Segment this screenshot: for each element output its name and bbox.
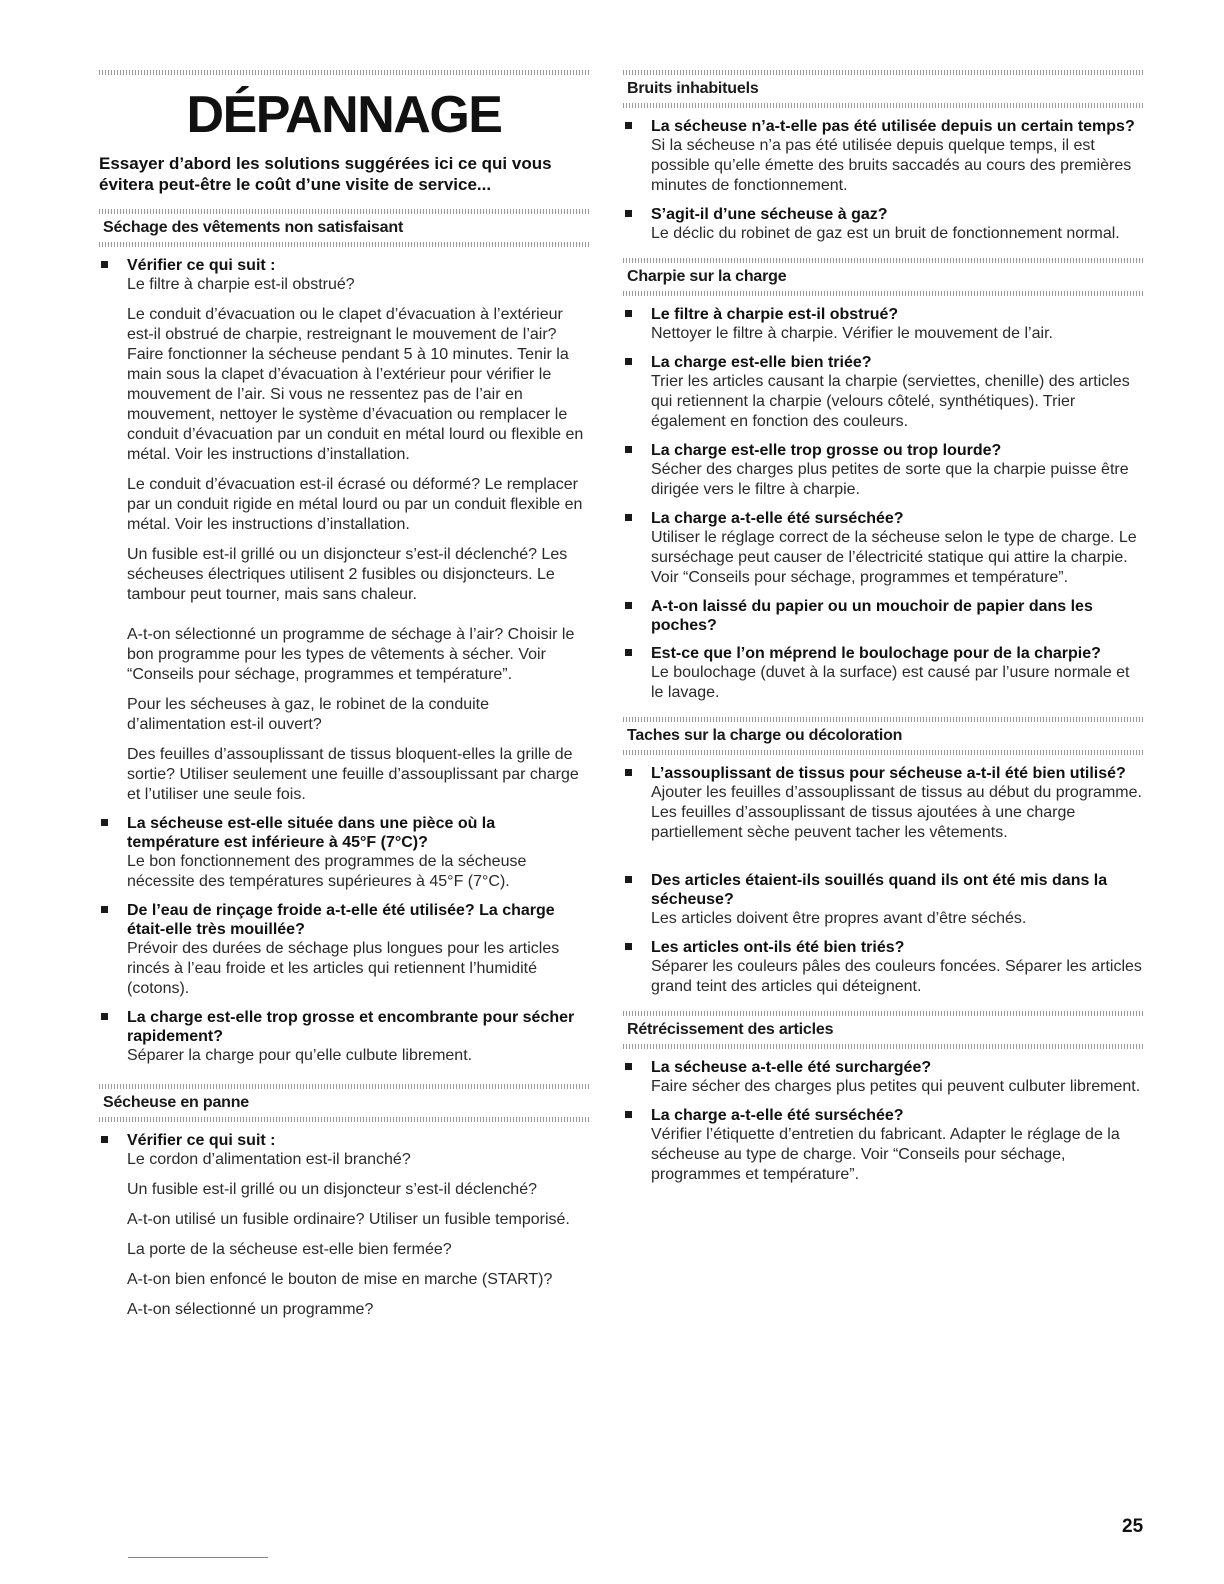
item-question: Le filtre à charpie est-il obstrué? xyxy=(651,306,899,323)
item-answer: Le filtre à charpie est-il obstrué? xyxy=(127,276,355,293)
item-question: La charge est-elle trop grosse ou trop lourde? xyxy=(651,442,1002,459)
troubleshoot-item xyxy=(623,305,1145,344)
section-heading: Séchage des vêtements non satisfaisant xyxy=(103,219,404,236)
item-answer: Un fusible est-il grillé ou un disjoncteur s’est-il déclenché? Les sécheuses électriques utilisent 2 fusibles ou disjoncteurs. Le tambour peut tourner, mais sans chaleur. xyxy=(127,546,568,603)
page-subtitle: Essayer d’abord les solutions suggérées ici ce qui vous évitera peut-être le coût d’une visite de service... xyxy=(99,154,552,194)
troubleshoot-item xyxy=(623,509,1145,588)
item-answer: Faire sécher des charges plus petites qui peuvent culbuter librement. xyxy=(651,1078,1141,1095)
item-question: Est-ce que l’on méprend le boulochage pour de la charpie? xyxy=(651,645,1101,662)
bullet-icon xyxy=(625,602,632,609)
item-question: Vérifier ce qui suit : xyxy=(127,257,276,274)
item-answer: Le cordon d’alimentation est-il branché? xyxy=(127,1151,411,1168)
item-answer: Pour les sécheuses à gaz, le robinet de la conduite d’alimentation est-il ouvert? xyxy=(127,696,490,733)
section-heading: Rétrécissement des articles xyxy=(627,1021,834,1038)
item-answer: Le conduit d’évacuation est-il écrasé ou déformé? Le remplacer par un conduit rigide en métal lourd ou par un conduit flexible en métal. Voir les instructions d’installation. xyxy=(127,476,583,533)
item-answer: A-t-on utilisé un fusible ordinaire? Utiliser un fusible temporisé. xyxy=(127,1211,570,1228)
item-answer: Utiliser le réglage correct de la sécheuse selon le type de charge. Le surséchage peut causer de l’électricité statique qui attire la charpie. Voir “Conseils pour séchage, programmes et température”. xyxy=(651,529,1137,586)
section-sechage xyxy=(99,209,589,1066)
troubleshoot-item xyxy=(99,814,589,892)
item-answer: Trier les articles causant la charpie (serviettes, chenille) des articles qui retiennent la charpie (velours côtelé, synthétiques). Trier également en fonction des couleurs. xyxy=(651,373,1130,430)
section-rule-bottom xyxy=(99,242,589,247)
item-question: De l’eau de rinçage froide a-t-elle été utilisée? La charge était-elle très mouillée? xyxy=(127,902,555,938)
bullet-icon xyxy=(101,819,108,826)
bullet-icon xyxy=(625,210,632,217)
item-answer: Les articles doivent être propres avant d’être séchés. xyxy=(651,910,1027,927)
top-rule xyxy=(99,70,589,75)
bullet-icon xyxy=(625,943,632,950)
section-panne xyxy=(99,1084,589,1320)
bullet-icon xyxy=(625,769,632,776)
item-answer: Séparer la charge pour qu’elle culbute librement. xyxy=(127,1047,473,1064)
footer-rule xyxy=(128,1557,268,1558)
item-answer: Prévoir des durées de séchage plus longues pour les articles rincés à l’eau froide et les articles qui retiennent l’humidité (cotons). xyxy=(127,940,560,997)
bullet-icon xyxy=(625,446,632,453)
item-answer: Ajouter les feuilles d’assouplissant de tissus au début du programme. Les feuilles d’assouplissant de tissus ajoutées à une charge partiellement sèche peuvent tacher les vêtements. xyxy=(651,784,1142,841)
item-answer: Si la sécheuse n’a pas été utilisée depuis quelque temps, il est possible qu’elle émette des bruits saccadés au cours des premières minutes de fonctionnement. xyxy=(651,137,1132,194)
bullet-icon xyxy=(625,1111,632,1118)
item-answer: Le déclic du robinet de gaz est un bruit de fonctionnement normal. xyxy=(651,225,1120,242)
section-rule-bottom xyxy=(623,750,1145,755)
bullet-icon xyxy=(101,906,108,913)
section-taches xyxy=(623,717,1145,997)
item-question: La charge est-elle bien triée? xyxy=(651,354,872,371)
troubleshoot-item xyxy=(99,901,589,999)
item-answer: Séparer les couleurs pâles des couleurs foncées. Séparer les articles grand teint des articles qui déteignent. xyxy=(651,958,1142,995)
bullet-icon xyxy=(101,1013,108,1020)
item-answer: Nettoyer le filtre à charpie. Vérifier le mouvement de l’air. xyxy=(651,325,1053,342)
section-heading: Taches sur la charge ou décoloration xyxy=(627,727,903,744)
section-charpie xyxy=(623,258,1145,703)
item-answer: Un fusible est-il grillé ou un disjoncteur s’est-il déclenché? xyxy=(127,1181,537,1198)
left-column xyxy=(99,70,589,1320)
page-title: DÉPANNAGE xyxy=(186,86,502,144)
section-rule-bottom xyxy=(623,103,1145,108)
troubleshoot-item xyxy=(99,1131,589,1320)
troubleshoot-item xyxy=(99,256,589,805)
item-answer: Vérifier l’étiquette d’entretien du fabricant. Adapter le réglage de la sécheuse au type de charge. Voir “Conseils pour séchage, programmes et température”. xyxy=(651,1126,1120,1183)
item-question: La charge est-elle trop grosse et encombrante pour sécher rapidement? xyxy=(127,1009,575,1045)
troubleshoot-item xyxy=(623,353,1145,432)
item-answer: A-t-on sélectionné un programme? xyxy=(127,1301,374,1318)
troubleshoot-item xyxy=(623,597,1145,635)
item-question: La charge a-t-elle été surséchée? xyxy=(651,510,904,527)
item-answer: Des feuilles d’assouplissant de tissus bloquent-elles la grille de sortie? Utiliser seulement une feuille d’assouplissant par charge et l’utiliser une seule fois. xyxy=(127,746,579,803)
troubleshoot-item xyxy=(623,117,1145,196)
bullet-icon xyxy=(625,358,632,365)
item-question: Les articles ont-ils été bien triés? xyxy=(651,939,905,956)
section-heading: Sécheuse en panne xyxy=(103,1094,249,1111)
item-question: S’agit-il d’une sécheuse à gaz? xyxy=(651,206,888,223)
item-question: A-t-on laissé du papier ou un mouchoir de papier dans les poches? xyxy=(651,598,1093,634)
item-answer: A-t-on sélectionné un programme de séchage à l’air? Choisir le bon programme pour les types de vêtements à sécher. Voir “Conseils pour séchage, programmes et température”. xyxy=(127,626,575,683)
bullet-icon xyxy=(625,310,632,317)
section-rule-bottom xyxy=(623,1044,1145,1049)
page-number: 25 xyxy=(1122,1516,1144,1537)
item-question: La sécheuse n’a-t-elle pas été utilisée depuis un certain temps? xyxy=(651,118,1135,135)
item-question: La sécheuse est-elle située dans une pièce où la température est inférieure à 45°F (7°C)? xyxy=(127,815,496,851)
troubleshoot-item xyxy=(623,938,1145,997)
troubleshoot-item xyxy=(623,871,1145,929)
item-question: L’assouplissant de tissus pour sécheuse a-t-il été bien utilisé? xyxy=(651,765,1126,782)
section-rule-bottom xyxy=(623,291,1145,296)
item-answer: A-t-on bien enfoncé le bouton de mise en marche (START)? xyxy=(127,1271,553,1288)
item-answer: Le bon fonctionnement des programmes de la sécheuse nécessite des températures supérieures à 45°F (7°C). xyxy=(127,853,527,890)
item-question: Vérifier ce qui suit : xyxy=(127,1132,276,1149)
section-heading: Charpie sur la charge xyxy=(627,268,787,285)
item-question: La charge a-t-elle été surséchée? xyxy=(651,1107,904,1124)
section-bruits xyxy=(623,70,1145,244)
item-question: La sécheuse a-t-elle été surchargée? xyxy=(651,1059,932,1076)
item-answer: Sécher des charges plus petites de sorte que la charpie puisse être dirigée vers le filtre à charpie. xyxy=(651,461,1129,498)
bullet-icon xyxy=(625,876,632,883)
troubleshoot-item xyxy=(623,1106,1145,1185)
section-heading: Bruits inhabituels xyxy=(627,80,759,97)
section-rule-bottom xyxy=(99,1117,589,1122)
bullet-icon xyxy=(625,122,632,129)
item-answer: La porte de la sécheuse est-elle bien fermée? xyxy=(127,1241,452,1258)
troubleshoot-item xyxy=(623,644,1145,703)
troubleshoot-item xyxy=(623,764,1145,843)
section-retrecissement xyxy=(623,1011,1145,1185)
bullet-icon xyxy=(101,1136,108,1143)
item-answer: Le boulochage (duvet à la surface) est causé par l’usure normale et le lavage. xyxy=(651,664,1130,701)
bullet-icon xyxy=(101,261,108,268)
troubleshoot-item xyxy=(623,205,1145,244)
item-question: Des articles étaient-ils souillés quand ils ont été mis dans la sécheuse? xyxy=(651,872,1108,908)
troubleshoot-item xyxy=(99,1008,589,1066)
troubleshoot-item xyxy=(623,1058,1145,1097)
item-answer: Le conduit d’évacuation ou le clapet d’évacuation à l’extérieur est-il obstrué de charpie, restreignant le mouvement de l’air? Faire fonctionner la sécheuse pendant 5 à 10 minutes. Tenir la main sous la clapet d’évacuation à l’extérieur pour vérifier le mouvement de l’air. Si vous ne ressentez pas de l’air en mouvement, nettoyer le système d’évacuation ou remplacer le conduit d’évacuation par un conduit en métal lourd ou flexible en métal. Voir les instructions d’installation. xyxy=(127,306,584,463)
right-column xyxy=(623,70,1145,1185)
bullet-icon xyxy=(625,1063,632,1070)
bullet-icon xyxy=(625,514,632,521)
troubleshoot-item xyxy=(623,441,1145,500)
bullet-icon xyxy=(625,649,632,656)
